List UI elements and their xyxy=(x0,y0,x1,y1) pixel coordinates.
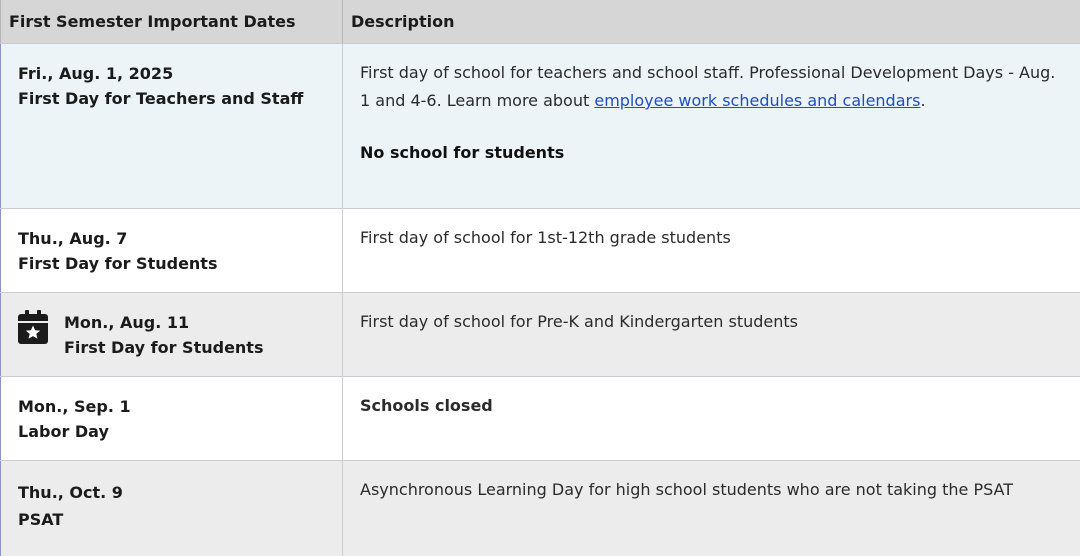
description-cell xyxy=(342,209,1080,292)
description-cell xyxy=(342,293,1080,376)
description-cell xyxy=(342,461,1080,556)
event-date: Mon., Sep. 1 xyxy=(18,397,131,416)
description-cell xyxy=(342,377,1080,460)
event-description xyxy=(360,59,1058,167)
date-cell xyxy=(0,293,342,376)
date-cell xyxy=(0,44,342,208)
event-title: First Day for Students xyxy=(18,254,218,273)
event-title: First Day for Teachers and Staff xyxy=(18,89,304,108)
event-description: Schools closed xyxy=(360,396,493,415)
table-row xyxy=(0,460,1080,556)
employee-schedules-link[interactable]: employee work schedules and calendars xyxy=(594,91,921,110)
description-period: . xyxy=(920,91,926,110)
event-description: First day of school for Pre-K and Kindergarten students xyxy=(360,312,798,331)
column-header-description[interactable]: Description xyxy=(342,0,1080,43)
table-row xyxy=(0,43,1080,208)
date-cell xyxy=(0,209,342,292)
event-description: Asynchronous Learning Day for high school students who are not taking the PSAT xyxy=(360,480,1014,499)
event-date: Thu., Aug. 7 xyxy=(18,229,128,248)
no-school-note: No school for students xyxy=(360,143,565,162)
event-date: Fri., Aug. 1, 2025 xyxy=(18,64,174,83)
date-cell xyxy=(0,377,342,460)
description-cell xyxy=(342,44,1080,208)
date-cell xyxy=(0,461,342,556)
event-title: First Day for Students xyxy=(64,338,264,357)
description-text: First day of school for teachers and school staff. Professional Development Days - Aug. 1 and 4-6. Learn more about xyxy=(360,63,1056,110)
event-date: Thu., Oct. 9 xyxy=(18,483,123,502)
event-date: Mon., Aug. 11 xyxy=(64,313,190,332)
column-header-dates[interactable]: First Semester Important Dates xyxy=(0,0,342,43)
table-row xyxy=(0,376,1080,460)
table-row xyxy=(0,292,1080,376)
calendar-star-icon xyxy=(18,310,48,344)
table-row xyxy=(0,208,1080,292)
event-description: First day of school for 1st-12th grade students xyxy=(360,228,731,247)
event-title: Labor Day xyxy=(18,422,109,441)
event-title: PSAT xyxy=(18,510,64,529)
table-header xyxy=(0,0,1080,43)
